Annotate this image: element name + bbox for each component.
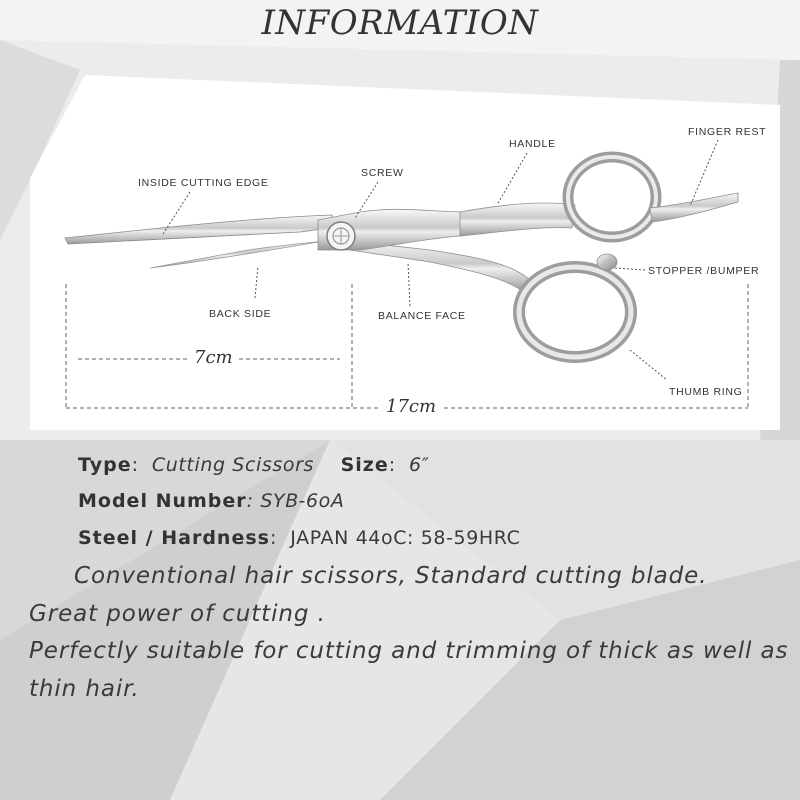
- blade-length-dimension: 7cm: [188, 347, 239, 368]
- description-line: Perfectly suitable for cutting and trimming of thick as well as thin hair.: [29, 638, 789, 702]
- size-value: 6″: [409, 454, 430, 476]
- model-label: Model Number: [78, 490, 247, 512]
- type-value: Cutting Scissors: [151, 454, 315, 476]
- total-length-dimension: 17cm: [380, 396, 442, 417]
- label-thumb-ring: THUMB RING: [669, 386, 743, 398]
- screw-icon: [327, 222, 355, 250]
- steel-value: JAPAN 44oC: 58-59HRC: [290, 527, 521, 549]
- label-finger-rest: FINGER REST: [688, 126, 767, 138]
- label-handle: HANDLE: [509, 138, 556, 150]
- size-label: Size: [340, 454, 389, 476]
- label-back-side: BACK SIDE: [209, 308, 272, 320]
- spec-steel: Steel / Hardness: JAPAN 44oC: 58-59HRC: [78, 527, 521, 549]
- description-line: Great power of cutting .: [29, 600, 326, 627]
- model-value: SYB-6oA: [260, 490, 345, 512]
- type-label: Type: [78, 454, 132, 476]
- label-inside-cutting-edge: INSIDE CUTTING EDGE: [138, 177, 269, 189]
- label-stopper-bumper: STOPPER /BUMPER: [648, 265, 760, 277]
- page-title: INFORMATION: [261, 3, 539, 43]
- stopper-bumper: [597, 254, 617, 270]
- description: [29, 558, 789, 708]
- label-screw: SCREW: [361, 167, 404, 179]
- label-balance-face: BALANCE FACE: [378, 310, 466, 322]
- spec-model: Model Number: SYB-6oA: [78, 490, 345, 512]
- spec-type-size: Type: Cutting Scissors Size: 6″: [78, 454, 430, 476]
- description-line: Conventional hair scissors, Standard cutting blade.: [74, 563, 708, 589]
- steel-label: Steel / Hardness: [78, 527, 270, 549]
